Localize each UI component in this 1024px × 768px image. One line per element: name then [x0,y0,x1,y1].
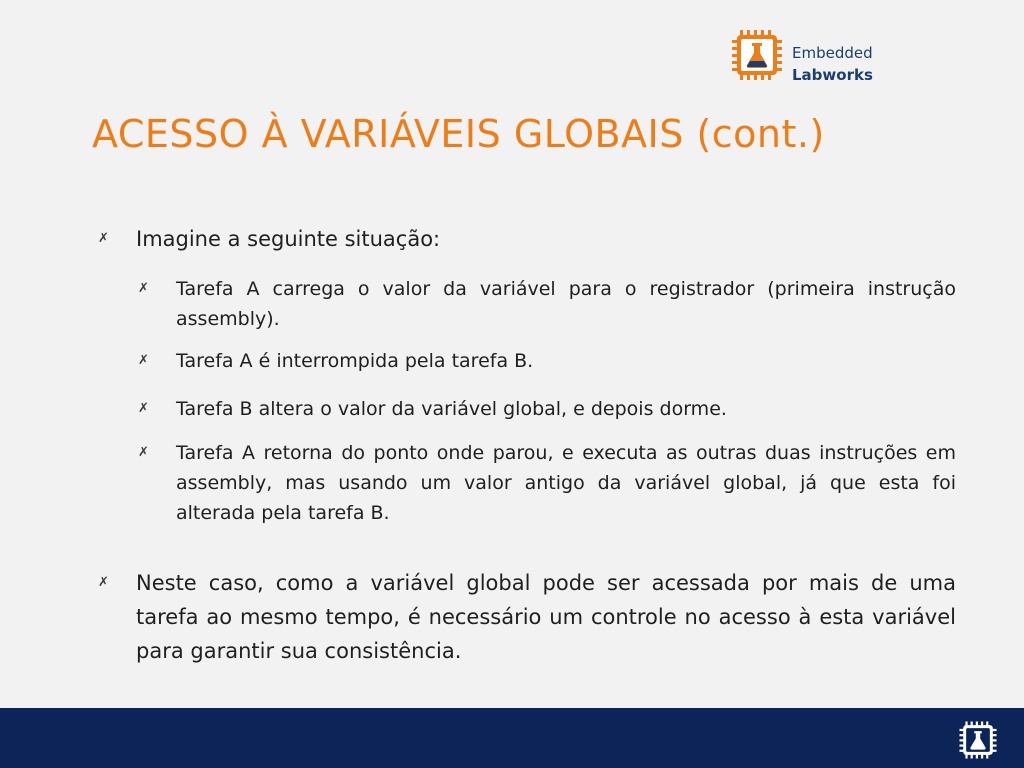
sub-bullet-text: Tarefa A retorna do ponto onde parou, e executa as outras duas instruções em assembly, mas usando um valor antigo da variável global, já que esta foi alterada pela tarefa B. [176,442,956,524]
bullet-item [98,222,956,256]
sub-bullet-item [138,394,956,424]
sub-bullet-text: Tarefa A é interrompida pela tarefa B. [176,350,534,372]
bullet-item [98,566,956,668]
bullet-marker-icon: ✗ [138,281,149,296]
bullet-marker-icon: ✗ [138,445,149,460]
bullet-text: Imagine a seguinte situação: [136,227,441,251]
footer-bar [0,708,1024,768]
bullet-marker-icon: ✗ [98,575,109,590]
chip-flask-icon [730,28,784,82]
bullet-marker-icon: ✗ [138,401,149,416]
bullet-text: Neste caso, como a variável global pode ser acessada por mais de uma tarefa ao mesmo tempo, é necessário um controle no acesso à esta variável para garantir sua consistência. [136,571,956,663]
embedded-labworks-logo [730,28,890,84]
sub-bullet-text: Tarefa A carrega o valor da variável para o registrador (primeira instrução assembly). [176,278,956,330]
logo-line-2: Labworks [792,66,873,84]
logo-text [792,42,873,86]
bullet-marker-icon: ✗ [98,231,109,246]
sub-bullet-item [138,274,956,334]
slide-title: ACESSO À VARIÁVEIS GLOBAIS (cont.) [92,112,825,156]
sub-bullet-item [138,438,956,528]
logo-line-1: Embedded [792,44,873,62]
bullet-marker-icon: ✗ [138,353,149,368]
sub-bullet-item [138,346,956,376]
chip-flask-icon [958,720,998,760]
sub-bullet-text: Tarefa B altera o valor da variável global, e depois dorme. [176,398,727,420]
